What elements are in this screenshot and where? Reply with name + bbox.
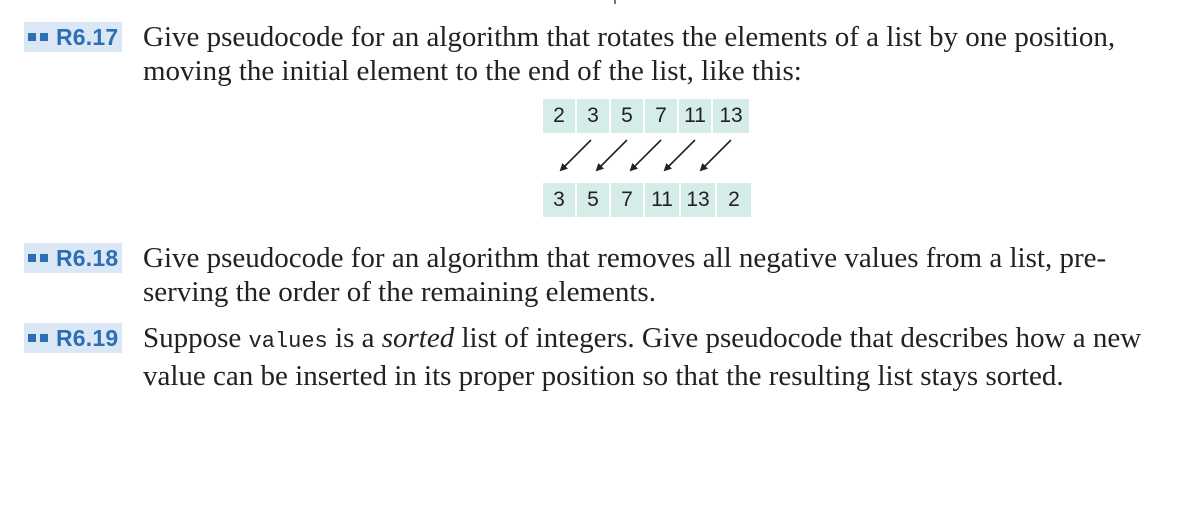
exercise-number: R6.18	[56, 244, 119, 271]
difficulty-square-icon	[28, 334, 36, 342]
difficulty-marker	[24, 33, 56, 41]
list-cell: 7	[611, 183, 643, 217]
arrow-icon	[597, 140, 627, 170]
list-cell: 2	[543, 99, 575, 133]
exercise-label	[24, 323, 122, 353]
exercise-label	[24, 22, 122, 52]
difficulty-square-icon	[40, 33, 48, 41]
difficulty-marker	[24, 334, 56, 342]
emphasis-text: sorted	[381, 322, 455, 354]
list-cell: 5	[611, 99, 643, 133]
text-run: is a	[327, 322, 382, 354]
list-cell: 7	[645, 99, 677, 133]
exercise-text-line: Give pseudocode for an algorithm that rotates the elements of a list by one position,	[143, 21, 1116, 53]
list-cell: 5	[577, 183, 609, 217]
exercise-text	[143, 321, 1173, 393]
exercise-number: R6.19	[56, 324, 119, 351]
difficulty-square-icon	[28, 33, 36, 41]
list-cell: 11	[679, 99, 711, 133]
list-after	[543, 183, 751, 217]
exercise-text-line: moving the initial element to the end of the list, like this:	[143, 55, 802, 87]
list-cell: 3	[577, 99, 609, 133]
exercise-text	[143, 241, 1173, 309]
exercise-text-line	[143, 321, 1173, 359]
difficulty-square-icon	[28, 254, 36, 262]
exercise-text-line: value can be inserted in its proper position so that the resulting list stays sorted.	[143, 360, 1064, 392]
text-run: Suppose	[143, 322, 249, 354]
difficulty-marker	[24, 254, 56, 262]
exercise-text	[143, 20, 1173, 88]
page-edge-mark	[614, 0, 622, 4]
list-cell: 13	[681, 183, 715, 217]
difficulty-square-icon	[40, 334, 48, 342]
arrow-icon	[631, 140, 661, 170]
exercise-text-line: serving the order of the remaining elements.	[143, 276, 656, 308]
arrow-icon	[665, 140, 695, 170]
list-cell: 2	[717, 183, 751, 217]
difficulty-square-icon	[40, 254, 48, 262]
exercise-label	[24, 243, 122, 273]
text-run: list of integers. Give pseudocode that describes how a new	[454, 322, 1142, 354]
list-cell: 13	[713, 99, 749, 133]
arrow-icon	[701, 140, 731, 170]
exercise-text-line: Give pseudocode for an algorithm that removes all negative values from a list, pre-	[143, 242, 1107, 274]
rotation-arrows	[543, 136, 753, 178]
code-identifier: values	[248, 329, 328, 354]
arrow-icon	[561, 140, 591, 170]
list-cell: 11	[645, 183, 679, 217]
list-before	[543, 99, 749, 133]
list-cell: 3	[543, 183, 575, 217]
exercise-number: R6.17	[56, 23, 119, 50]
